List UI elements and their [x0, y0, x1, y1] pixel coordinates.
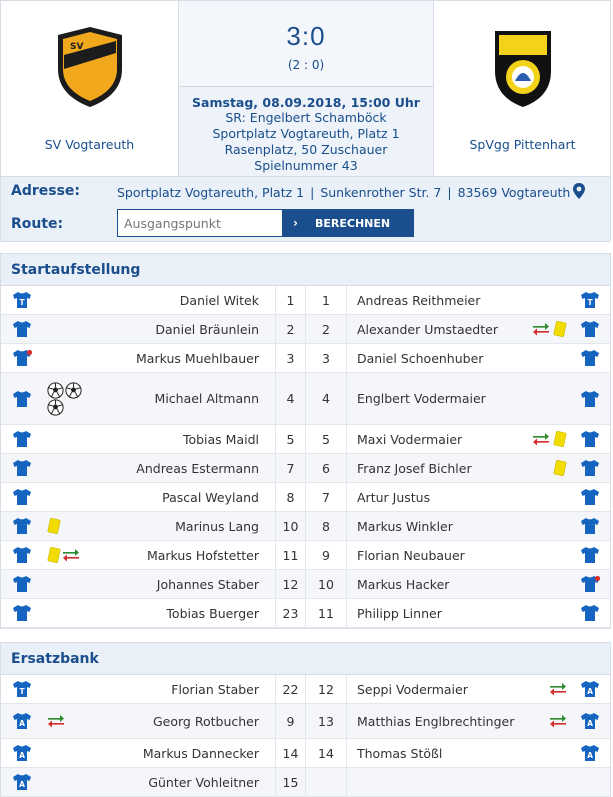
home-player-name[interactable]: Tobias Buerger: [166, 605, 259, 621]
away-player-number: 8: [305, 512, 347, 540]
home-player-name[interactable]: Markus Hofstetter: [146, 547, 259, 563]
home-jersey-icon: [12, 604, 32, 622]
away-events: [527, 768, 567, 796]
home-team-name[interactable]: SV Vogtareuth: [44, 137, 135, 152]
away-player-number: 4: [305, 373, 347, 424]
svg-text:A: A: [587, 719, 593, 728]
away-jersey-icon: [580, 349, 600, 367]
home-player-number: 14: [275, 739, 305, 767]
svg-text:A: A: [587, 751, 593, 760]
home-jersey-icon: [12, 517, 32, 535]
chevron-right-icon: ›: [293, 216, 298, 230]
home-jersey-icon: [12, 546, 32, 564]
score-box: [179, 1, 433, 87]
lineup-row: [1, 675, 610, 704]
home-player-name[interactable]: Tobias Maidl: [182, 431, 259, 447]
goal-ball-icon: [65, 382, 82, 399]
home-player-name[interactable]: Pascal Weyland: [162, 489, 259, 505]
lineup-row: [1, 425, 610, 454]
home-jersey-icon: [12, 320, 32, 338]
bench-section: [0, 642, 611, 797]
away-events: [527, 704, 567, 738]
away-player-name[interactable]: Philipp Linner: [357, 605, 442, 621]
home-events: [47, 373, 91, 424]
away-player-name[interactable]: Seppi Vodermaier: [357, 681, 468, 697]
away-player-name[interactable]: Englbert Vodermaier: [357, 391, 486, 406]
home-player-name[interactable]: Markus Muehlbauer: [136, 350, 259, 366]
away-player-name[interactable]: Thomas Stößl: [357, 745, 443, 761]
away-events: [527, 454, 567, 482]
away-player-number: 2: [305, 315, 347, 343]
away-player-number: 11: [305, 599, 347, 627]
svg-text:T: T: [19, 298, 25, 307]
away-jersey-icon: [580, 291, 600, 309]
away-events: [527, 373, 567, 424]
away-jersey-icon: [580, 712, 600, 730]
home-jersey-icon: [12, 459, 32, 477]
away-player-name[interactable]: Florian Neubauer: [357, 547, 465, 563]
address-label: Adresse:: [11, 183, 81, 199]
away-player-name[interactable]: Markus Hacker: [357, 576, 450, 592]
away-jersey-icon: [580, 459, 600, 477]
yellow-card-icon: [47, 547, 61, 564]
starting-lineup-title: Startaufstellung: [1, 254, 610, 286]
away-player-name[interactable]: Artur Justus: [357, 489, 431, 505]
svg-text:A: A: [19, 719, 25, 728]
svg-text:T: T: [19, 687, 25, 696]
home-player-number: 4: [275, 373, 305, 424]
substitution-icon: [532, 432, 550, 446]
away-player-name[interactable]: Matthias Englbrechtinger: [357, 713, 515, 729]
away-events: [527, 315, 567, 343]
away-player-number: 12: [305, 675, 347, 703]
home-player-name[interactable]: Marinus Lang: [175, 518, 259, 534]
home-events: [47, 599, 91, 627]
home-team-logo: [50, 25, 130, 109]
address-panel: [0, 176, 611, 242]
away-jersey-icon: [580, 320, 600, 338]
away-player-number: 14: [305, 739, 347, 767]
starting-lineup-section: [0, 253, 611, 629]
home-jersey-icon: [12, 349, 32, 367]
lineup-row: [1, 512, 610, 541]
home-events: [47, 344, 91, 372]
venue: Sportplatz Vogtareuth, Platz 1: [212, 126, 400, 141]
home-events: [47, 425, 91, 453]
address-separator: |: [310, 185, 315, 200]
match-number: Spielnummer 43: [254, 158, 358, 173]
home-player-name[interactable]: Florian Staber: [171, 681, 259, 697]
away-events: [527, 739, 567, 767]
home-jersey-icon: [12, 291, 32, 309]
home-player-number: 5: [275, 425, 305, 453]
home-jersey-icon: [12, 488, 32, 506]
bench-title: Ersatzbank: [1, 643, 610, 675]
home-player-name[interactable]: Daniel Witek: [179, 292, 259, 308]
away-player-number: 6: [305, 454, 347, 482]
map-pin-icon[interactable]: [572, 182, 586, 200]
home-player-number: 11: [275, 541, 305, 569]
yellow-card-icon: [47, 518, 61, 535]
bench-rows: [1, 675, 610, 797]
lineup-row: [1, 599, 610, 628]
away-player-number: 13: [305, 704, 347, 738]
home-jersey-icon: [12, 773, 32, 791]
away-events: [527, 541, 567, 569]
home-player-name[interactable]: Markus Dannecker: [142, 745, 259, 761]
away-jersey-icon: [580, 604, 600, 622]
home-player-name[interactable]: Michael Altmann: [154, 391, 259, 406]
home-jersey-icon: [12, 390, 32, 408]
away-team-logo: [483, 25, 563, 109]
home-player-number: 1: [275, 286, 305, 314]
home-player-name[interactable]: Georg Rotbucher: [152, 713, 259, 729]
lineup-row: [1, 541, 610, 570]
away-jersey-icon: [580, 744, 600, 762]
away-player-name[interactable]: Markus Winkler: [357, 518, 453, 534]
away-player-number: 7: [305, 483, 347, 511]
lineup-row: [1, 704, 610, 739]
home-player-number: 12: [275, 570, 305, 598]
home-player-number: 23: [275, 599, 305, 627]
away-jersey-icon: [580, 575, 600, 593]
referee: SR: Engelbert Schamböck: [225, 110, 387, 125]
away-player-number: [305, 768, 347, 796]
svg-text:T: T: [587, 298, 593, 307]
away-team-name[interactable]: SpVgg Pittenhart: [469, 137, 576, 152]
final-score: 3:0: [286, 21, 326, 51]
home-events: [47, 315, 91, 343]
home-events: [47, 454, 91, 482]
away-player-name[interactable]: Franz Josef Bichler: [357, 460, 472, 476]
home-events: [47, 570, 91, 598]
away-jersey-icon: [580, 390, 600, 408]
lineup-row: [1, 483, 610, 512]
address-street: Sunkenrother Str. 7: [320, 185, 442, 200]
home-events: [47, 675, 91, 703]
home-player-number: 22: [275, 675, 305, 703]
home-player-number: 15: [275, 768, 305, 796]
svg-text:A: A: [19, 780, 25, 789]
home-player-number: 2: [275, 315, 305, 343]
home-player-name[interactable]: Günter Vohleitner: [148, 774, 259, 790]
away-events: [527, 512, 567, 540]
away-player-number: 10: [305, 570, 347, 598]
svg-text:SV: SV: [69, 42, 83, 52]
lineup-row: [1, 768, 610, 797]
lineup-row: [1, 739, 610, 768]
substitution-icon: [62, 548, 80, 562]
route-label: Route:: [11, 216, 64, 232]
halftime-score: (2 : 0): [287, 58, 325, 72]
home-player-name[interactable]: Andreas Estermann: [136, 460, 259, 476]
address-separator: |: [447, 185, 452, 200]
home-player-number: 9: [275, 704, 305, 738]
away-events: [527, 286, 567, 314]
home-player-name[interactable]: Johannes Staber: [156, 576, 259, 592]
home-player-number: 3: [275, 344, 305, 372]
yellow-card-icon: [553, 321, 567, 338]
away-events: [527, 483, 567, 511]
goal-ball-icon: [47, 399, 64, 416]
lineup-row: [1, 454, 610, 483]
home-player-number: 10: [275, 512, 305, 540]
calculate-route-label: BERECHNEN: [315, 217, 391, 230]
away-player-number: 1: [305, 286, 347, 314]
yellow-card-icon: [553, 431, 567, 448]
lineup-row: [1, 373, 610, 425]
lineup-row: [1, 286, 610, 315]
away-events: [527, 675, 567, 703]
starting-lineup-rows: [1, 286, 610, 628]
substitution-icon: [549, 682, 567, 696]
address-venue: Sportplatz Vogtareuth, Platz 1: [117, 185, 305, 200]
away-events: [527, 570, 567, 598]
goal-ball-icon: [47, 382, 64, 399]
away-events: [527, 599, 567, 627]
substitution-icon: [549, 714, 567, 728]
away-jersey-icon: [580, 546, 600, 564]
away-jersey-icon: [580, 488, 600, 506]
home-events: [47, 286, 91, 314]
lineup-row: [1, 315, 610, 344]
match-center: [178, 1, 434, 177]
substitution-icon: [47, 714, 65, 728]
away-events: [527, 425, 567, 453]
match-header: [0, 0, 611, 176]
home-jersey-icon: [12, 712, 32, 730]
home-jersey-icon: [12, 430, 32, 448]
calculate-route-button[interactable]: [283, 209, 414, 237]
home-events: [47, 483, 91, 511]
home-player-number: 8: [275, 483, 305, 511]
away-player-name[interactable]: Andreas Reithmeier: [357, 292, 481, 308]
address-city: 83569 Vogtareuth: [457, 185, 571, 200]
away-jersey-icon: [580, 680, 600, 698]
home-player-name[interactable]: Daniel Bräunlein: [155, 321, 259, 337]
away-player-name[interactable]: Alexander Umstaedter: [357, 321, 498, 337]
away-events: [527, 344, 567, 372]
away-jersey-icon: [580, 517, 600, 535]
away-player-number: 3: [305, 344, 347, 372]
home-events: [47, 704, 91, 738]
pitch-attendance: Rasenplatz, 50 Zuschauer: [224, 142, 388, 157]
home-events: [47, 768, 91, 796]
match-date: Samstag, 08.09.2018, 15:00 Uhr: [192, 95, 420, 110]
away-player-name[interactable]: Maxi Vodermaier: [357, 431, 463, 447]
home-events: [47, 541, 91, 569]
home-team[interactable]: [1, 1, 178, 177]
svg-text:A: A: [587, 687, 593, 696]
away-jersey-icon: [580, 430, 600, 448]
away-team[interactable]: [434, 1, 611, 177]
substitution-icon: [532, 322, 550, 336]
home-jersey-icon: [12, 744, 32, 762]
address-line: [117, 185, 570, 200]
away-player-name[interactable]: [357, 768, 527, 796]
home-player-number: 7: [275, 454, 305, 482]
route-start-input[interactable]: [117, 209, 283, 237]
home-events: [47, 512, 91, 540]
yellow-card-icon: [553, 460, 567, 477]
home-jersey-icon: [12, 575, 32, 593]
away-player-number: 5: [305, 425, 347, 453]
away-player-number: 9: [305, 541, 347, 569]
away-player-name[interactable]: Daniel Schoenhuber: [357, 350, 484, 366]
svg-text:A: A: [19, 751, 25, 760]
home-events: [47, 739, 91, 767]
lineup-row: [1, 570, 610, 599]
lineup-row: [1, 344, 610, 373]
home-jersey-icon: [12, 680, 32, 698]
